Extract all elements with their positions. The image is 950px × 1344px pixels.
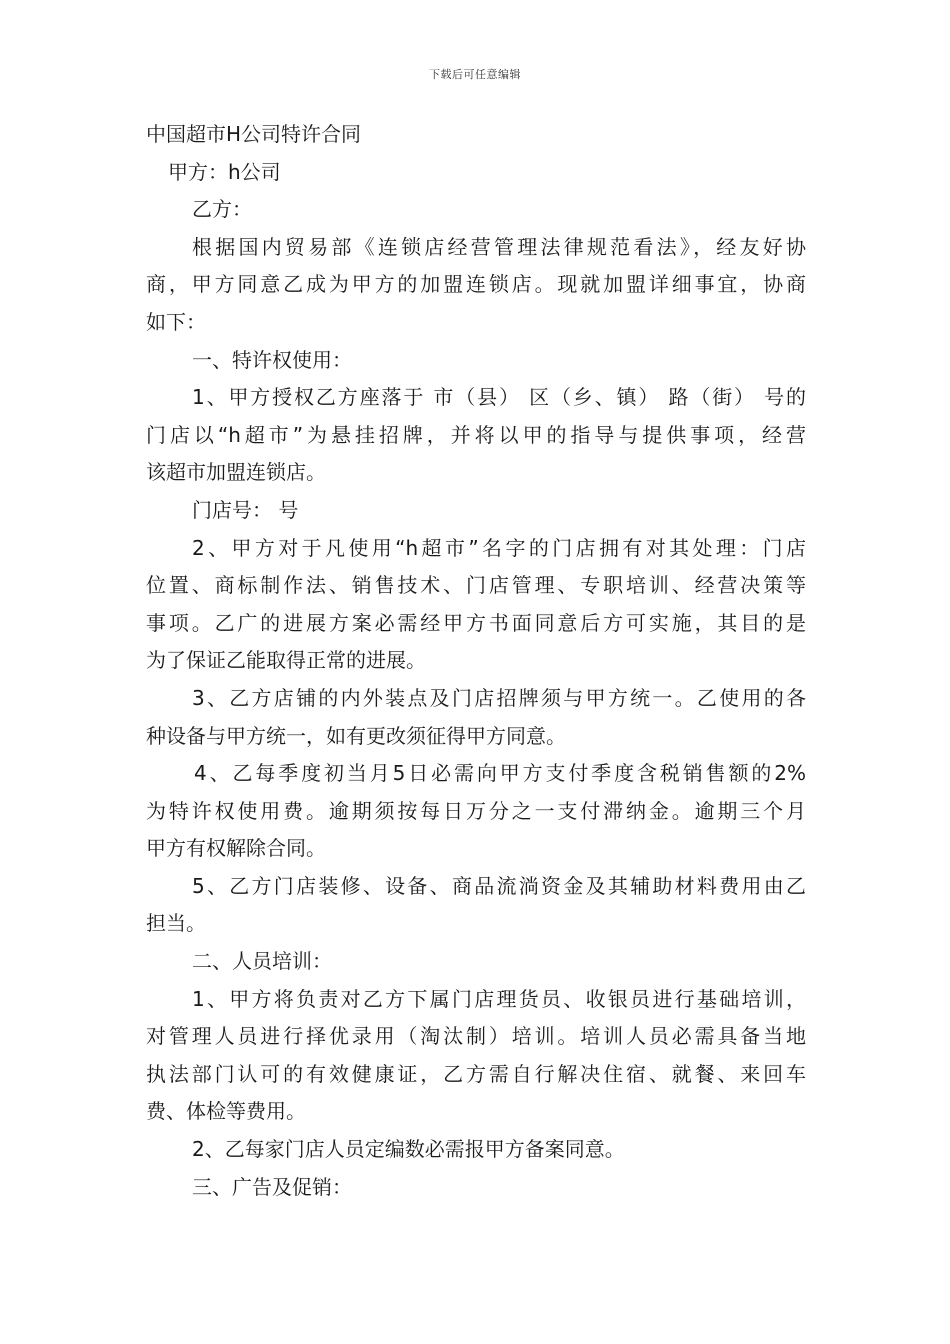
document-title: 中国超市H公司特许合同 <box>146 122 362 146</box>
text-line: 一、特许权使用： <box>192 347 352 372</box>
text-line: 乙方： <box>192 197 252 222</box>
text-line: 2、甲方对于凡使用“h超市”名字的门店拥有对其处理：门店 <box>192 535 806 560</box>
text-line: 对管理人员进行择优录用（淘汰制）培训。培训人员必需具备当地 <box>146 1024 806 1049</box>
text-line: 担当。 <box>146 911 206 936</box>
text-line: 为特许权使用费。逾期须按每日万分之一支付滞纳金。逾期三个月 <box>146 798 806 823</box>
text-line: 种设备与甲方统一，如有更改须征得甲方同意。 <box>146 723 566 748</box>
text-line: 三、广告及促销： <box>192 1174 352 1199</box>
text-line: 5、乙方门店装修、设备、商品流淌资金及其辅助材料费用由乙 <box>192 873 806 898</box>
text-line: 甲方有权解除合同。 <box>146 836 326 861</box>
text-line: 根据国内贸易部《连锁店经营管理法律规范看法》，经友好协 <box>192 234 806 259</box>
text-line: 事项。乙广的进展方案必需经甲方书面同意后方可实施，其目的是 <box>146 610 806 635</box>
text-line: 商，甲方同意乙成为甲方的加盟连锁店。现就加盟详细事宜，协商 <box>146 272 806 297</box>
text-line: 为了保证乙能取得正常的进展。 <box>146 648 426 673</box>
text-line: 1、甲方授权乙方座落于 市（县） 区（乡、镇） 路（街） 号的 <box>192 385 806 410</box>
text-line: 2、乙每家门店人员定编数必需报甲方备案同意。 <box>192 1137 625 1162</box>
text-line: 门店以“h超市”为悬挂招牌，并将以甲的指导与提供事项，经营 <box>146 422 806 447</box>
text-line: 1、甲方将负责对乙方下属门店理货员、收银员进行基础培训， <box>192 986 806 1011</box>
contract-body <box>146 116 806 1206</box>
text-line: 如下： <box>146 309 206 334</box>
text-line: 二、人员培训： <box>192 949 332 974</box>
text-line: 执法部门认可的有效健康证，乙方需自行解决住宿、就餐、来回车 <box>146 1061 806 1086</box>
text-line: 甲方：h公司 <box>168 159 281 184</box>
text-line: 位置、商标制作法、销售技术、门店管理、专职培训、经营决策等 <box>146 573 806 598</box>
text-line: 费、体检等费用。 <box>146 1099 306 1124</box>
text-line: 4、乙每季度初当月5日必需向甲方支付季度含税销售额的2% <box>194 761 806 786</box>
text-line: 门店号： 号 <box>192 497 299 522</box>
header-note: 下载后可任意编辑 <box>429 68 521 81</box>
text-line: 该超市加盟连锁店。 <box>146 460 326 485</box>
text-line: 3、乙方店铺的内外装点及门店招牌须与甲方统一。乙使用的各 <box>192 685 806 710</box>
